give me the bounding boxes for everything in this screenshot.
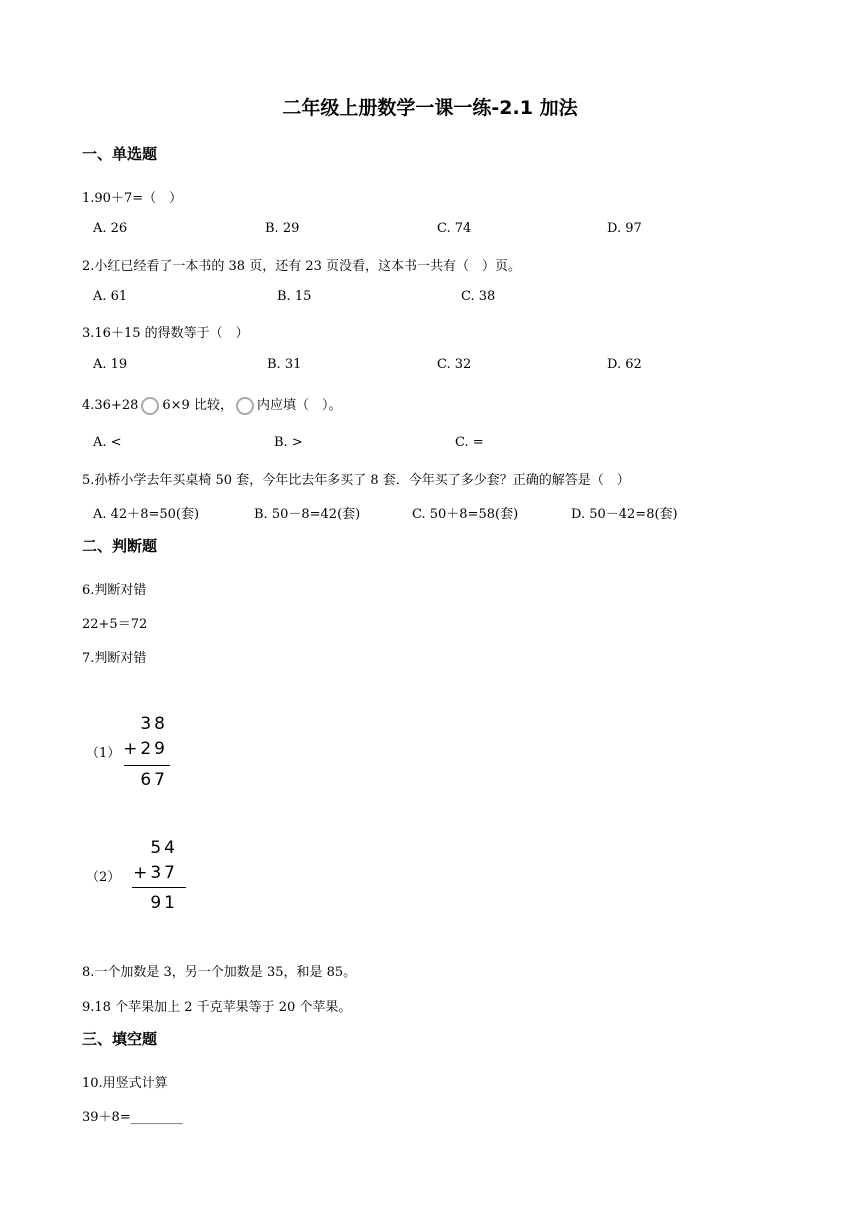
q4-text-part3: 内应填（ ）。	[256, 398, 342, 413]
question-8: 8.一个加数是 3，另一个加数是 35，和是 85。	[82, 965, 357, 980]
q3-option-b: B. 31	[267, 357, 302, 372]
question-7: 7.判断对错	[82, 651, 147, 666]
page-title: 二年级上册数学一课一练-2.1 加法	[282, 97, 578, 119]
circle-blank-icon	[236, 397, 254, 415]
q3-option-a: A. 19	[93, 357, 128, 372]
q7-part1-result: 67	[140, 770, 168, 790]
q4-option-c: C. =	[455, 435, 484, 450]
q4-text-part1: 4.36+28	[82, 398, 139, 413]
q3-option-c: C. 32	[437, 357, 472, 372]
q7-part1-addend: +29	[123, 739, 168, 759]
q7-part1-label: （1）	[86, 746, 121, 761]
section-heading-fill-blank: 三、填空题	[82, 1030, 158, 1048]
section-heading-single-choice: 一、单选题	[82, 145, 158, 163]
q7-part2-result: 91	[150, 893, 178, 913]
q4-option-b: B. >	[274, 435, 303, 450]
q3-option-d: D. 62	[607, 357, 642, 372]
circle-blank-icon	[141, 397, 159, 415]
q7-part1-sum-line	[124, 765, 170, 766]
question-5: 5.孙桥小学去年买桌椅 50 套，今年比去年多买了 8 套．今年买了多少套？正确的解答是（ ）	[82, 473, 630, 488]
q7-part2-sum-line	[132, 887, 186, 888]
q1-option-a: A. 26	[93, 221, 128, 236]
q2-option-b: B. 15	[277, 289, 312, 304]
question-6: 6.判断对错	[82, 583, 147, 598]
q2-option-a: A. 61	[93, 289, 128, 304]
section-heading-true-false: 二、判断题	[82, 537, 158, 555]
question-1: 1.90＋7=（ ）	[82, 191, 183, 206]
q7-part2-label: （2）	[86, 870, 121, 885]
q1-option-c: C. 74	[437, 221, 472, 236]
q4-text-part2: 6×9 比较，	[162, 398, 233, 413]
question-9: 9.18 个苹果加上 2 千克苹果等于 20 个苹果。	[82, 1000, 352, 1015]
q7-part1-top-number: 38	[140, 714, 168, 734]
q5-option-b: B. 50－8=42(套)	[254, 507, 361, 522]
q5-option-d: D. 50－42=8(套)	[571, 507, 678, 522]
q5-option-a: A. 42＋8=50(套)	[93, 507, 200, 522]
question-10: 10.用竖式计算	[82, 1076, 168, 1091]
question-2: 2.小红已经看了一本书的 38 页，还有 23 页没看，这本书一共有（ ）页。	[82, 259, 522, 274]
q5-option-c: C. 50＋8=58(套)	[412, 507, 519, 522]
q10-expression: 39＋8=________	[82, 1110, 183, 1125]
question-3: 3.16＋15 的得数等于（ ）	[82, 326, 249, 341]
q4-option-a: A. <	[93, 435, 122, 450]
q6-expression: 22+5＝72	[82, 617, 148, 632]
q7-part2-top-number: 54	[150, 838, 178, 858]
q1-option-d: D. 97	[607, 221, 642, 236]
q7-part2-addend: +37	[133, 863, 178, 883]
q1-option-b: B. 29	[265, 221, 300, 236]
q2-option-c: C. 38	[461, 289, 496, 304]
question-4	[82, 394, 341, 415]
